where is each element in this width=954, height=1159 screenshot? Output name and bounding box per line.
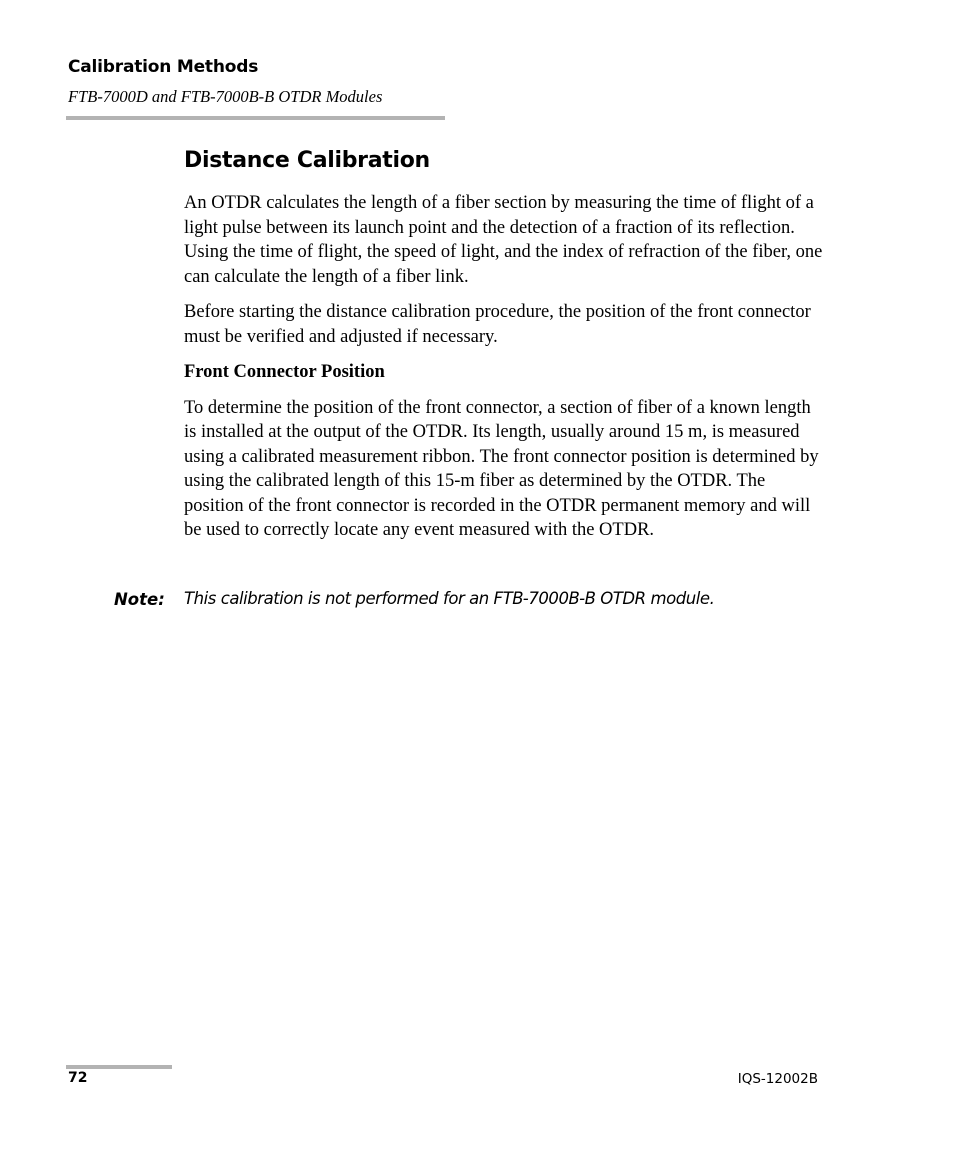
header-divider	[66, 116, 445, 120]
main-content	[184, 146, 824, 554]
document-code: IQS-12002B	[737, 1071, 818, 1087]
running-header-title: Calibration Methods	[68, 57, 259, 77]
page-number: 72	[68, 1070, 88, 1086]
paragraph-front-connector: To determine the position of the front connector, a section of fiber of a known length is installed at the output of the OTDR. Its length, usually around 15 m, is measured using a calibrated measurement ribbon. The front connector position is determined by using the calibrated length of this 15-m fiber as determined by the OTDR. The position of the front connector is recorded in the OTDR permanent memory and will be used to correctly locate any event measured with the OTDR.	[184, 397, 819, 540]
note-text: This calibration is not performed for an FTB-7000B-B OTDR module.	[184, 589, 715, 608]
section-heading: Distance Calibration	[184, 148, 430, 173]
footer-divider	[66, 1065, 172, 1069]
paragraph-otdr-length: An OTDR calculates the length of a fiber section by measuring the time of flight of a light pulse between its launch point and the detection of a fraction of its reflection. Using the time of flight, the speed of light, and the index of refraction of the fiber, one can calculate the length of a fiber link.	[184, 193, 823, 287]
subsection-heading: Front Connector Position	[184, 362, 385, 382]
note-label: Note:	[114, 590, 165, 609]
running-header-subtitle: FTB-7000D and FTB-7000B-B OTDR Modules	[68, 87, 383, 106]
paragraph-before-starting: Before starting the distance calibration procedure, the position of the front connector must be verified and adjusted if necessary.	[184, 302, 811, 347]
